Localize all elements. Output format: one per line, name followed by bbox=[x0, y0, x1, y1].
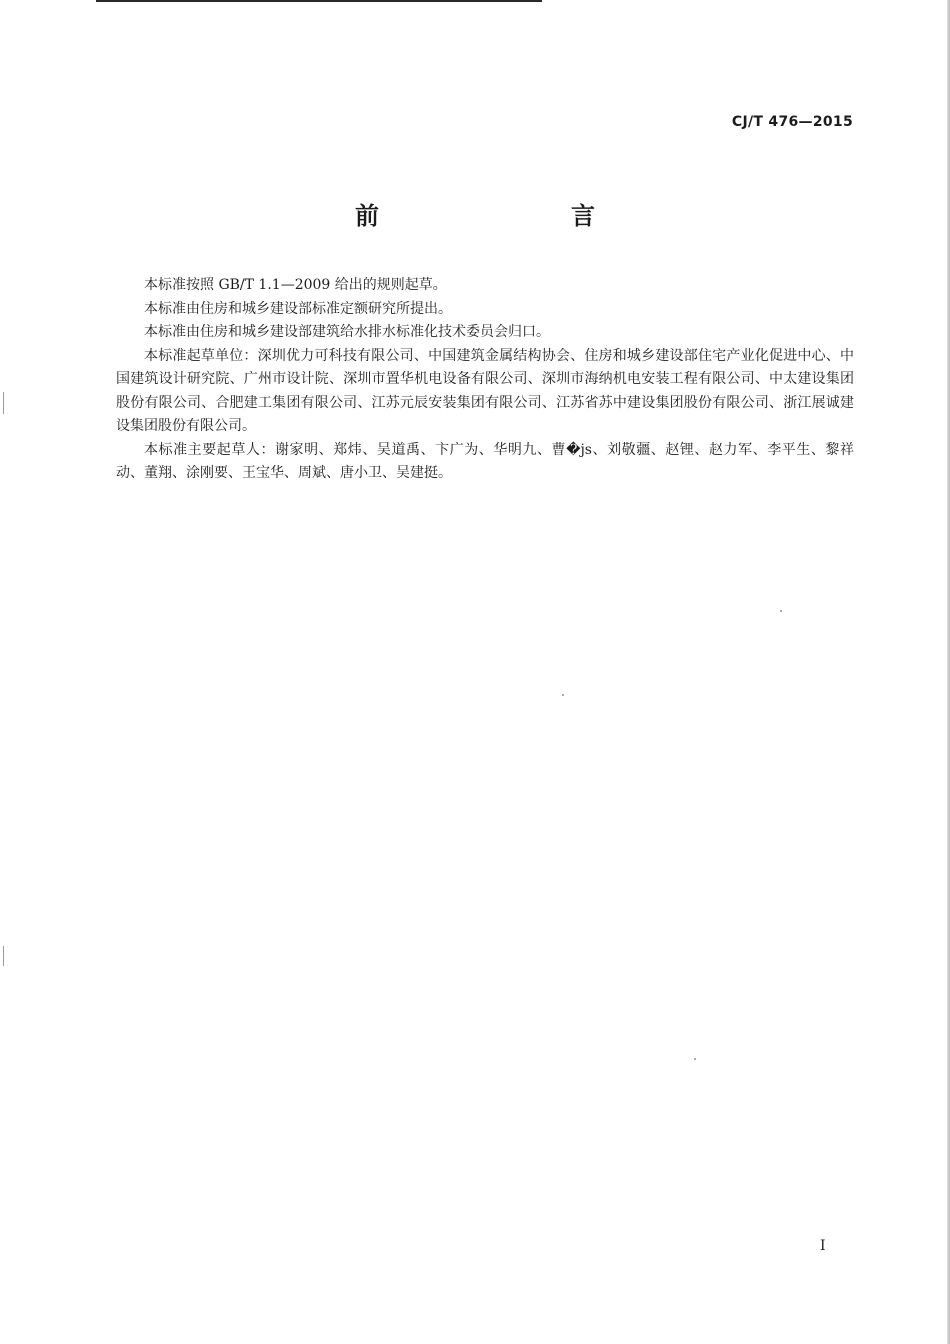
scan-speck bbox=[562, 694, 564, 696]
paragraph-drafting-units: 本标准起草单位：深圳优力可科技有限公司、中国建筑金属结构协会、住房和城乡建设部住宅产业化促进中心、中国建筑设计研究院、广州市设计院、深圳市置华机电设备有限公司、深圳市海纳机电安装工程有限公司、中太建设集团股份有限公司、合肥建工集团有限公司、江苏元辰安装集团有限公司、江苏省苏中建设集团股份有限公司、浙江展诚建设集团股份有限公司。 bbox=[116, 347, 854, 434]
paragraph-committee: 本标准由住房和城乡建设部建筑给水排水标准化技术委员会归口。 bbox=[144, 324, 550, 340]
paragraph-drafters: 本标准主要起草人：谢家明、郑炜、吴道禹、卞广为、华明九、曹�js、刘敬疆、赵锂、赵力军、李平生、黎祥动、董翔、涂刚要、王宝华、周斌、唐小卫、吴建挺。 bbox=[116, 441, 854, 481]
page-title: 前 言 bbox=[355, 202, 643, 230]
foreword-body bbox=[116, 274, 854, 486]
page-number: I bbox=[820, 1238, 826, 1254]
standard-code: CJ/T 476—2015 bbox=[731, 114, 853, 130]
scan-speck bbox=[694, 1058, 696, 1060]
paragraph-proposer: 本标准由住房和城乡建设部标准定额研究所提出。 bbox=[144, 300, 452, 317]
paragraph-drafting-rules: 本标准按照 GB/T 1.1—2009 给出的规则起草。 bbox=[144, 277, 447, 293]
scan-mark bbox=[3, 392, 4, 414]
scan-speck bbox=[780, 610, 782, 612]
scan-edge-line bbox=[96, 0, 542, 2]
scan-mark bbox=[3, 946, 4, 966]
